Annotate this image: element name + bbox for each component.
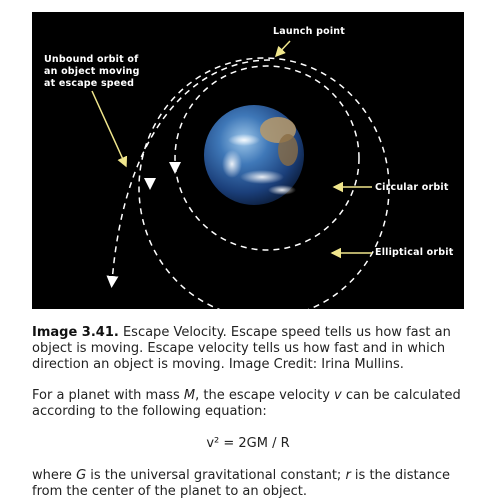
p2-text-c: is the distance from the center of the planet to an object.: [32, 468, 450, 499]
circular-orbit-label: Circular orbit: [375, 182, 449, 193]
figure-caption: [32, 325, 472, 373]
p1-text-b: , the escape velocity: [195, 388, 335, 403]
launch-point-label: Launch point: [273, 26, 345, 37]
p2-text-a: where: [32, 468, 77, 483]
p1-text-c: can be calculated according to the following equation:: [32, 388, 461, 419]
velocity-symbol: v: [334, 388, 342, 403]
paragraph-definitions: [32, 468, 472, 500]
caption-label: Image 3.41.: [32, 325, 119, 340]
escape-velocity-figure: [32, 12, 464, 309]
p2-text-b: is the universal gravitational constant;: [86, 468, 346, 483]
escape-velocity-equation: v² = 2GM / R: [206, 436, 290, 451]
elliptical-orbit-label: Elliptical orbit: [375, 247, 454, 258]
earth-image: [204, 105, 304, 205]
gravitational-constant-symbol: G: [76, 468, 87, 483]
unbound-orbit-label: Unbound orbit of an object moving at escape speed: [44, 54, 140, 89]
unbound-leader: [92, 91, 126, 166]
caption-text: Escape Velocity. Escape speed tells us how fast an object is moving. Escape velocity tells us how fast and in which direction an object is moving. Image Credit: Irina Mullins.: [32, 325, 451, 372]
p1-text-a: For a planet with mass: [32, 388, 184, 403]
mass-symbol: M: [183, 388, 196, 403]
distance-symbol: r: [345, 468, 351, 483]
paragraph-intro: [32, 388, 472, 420]
launch-leader: [276, 41, 290, 56]
